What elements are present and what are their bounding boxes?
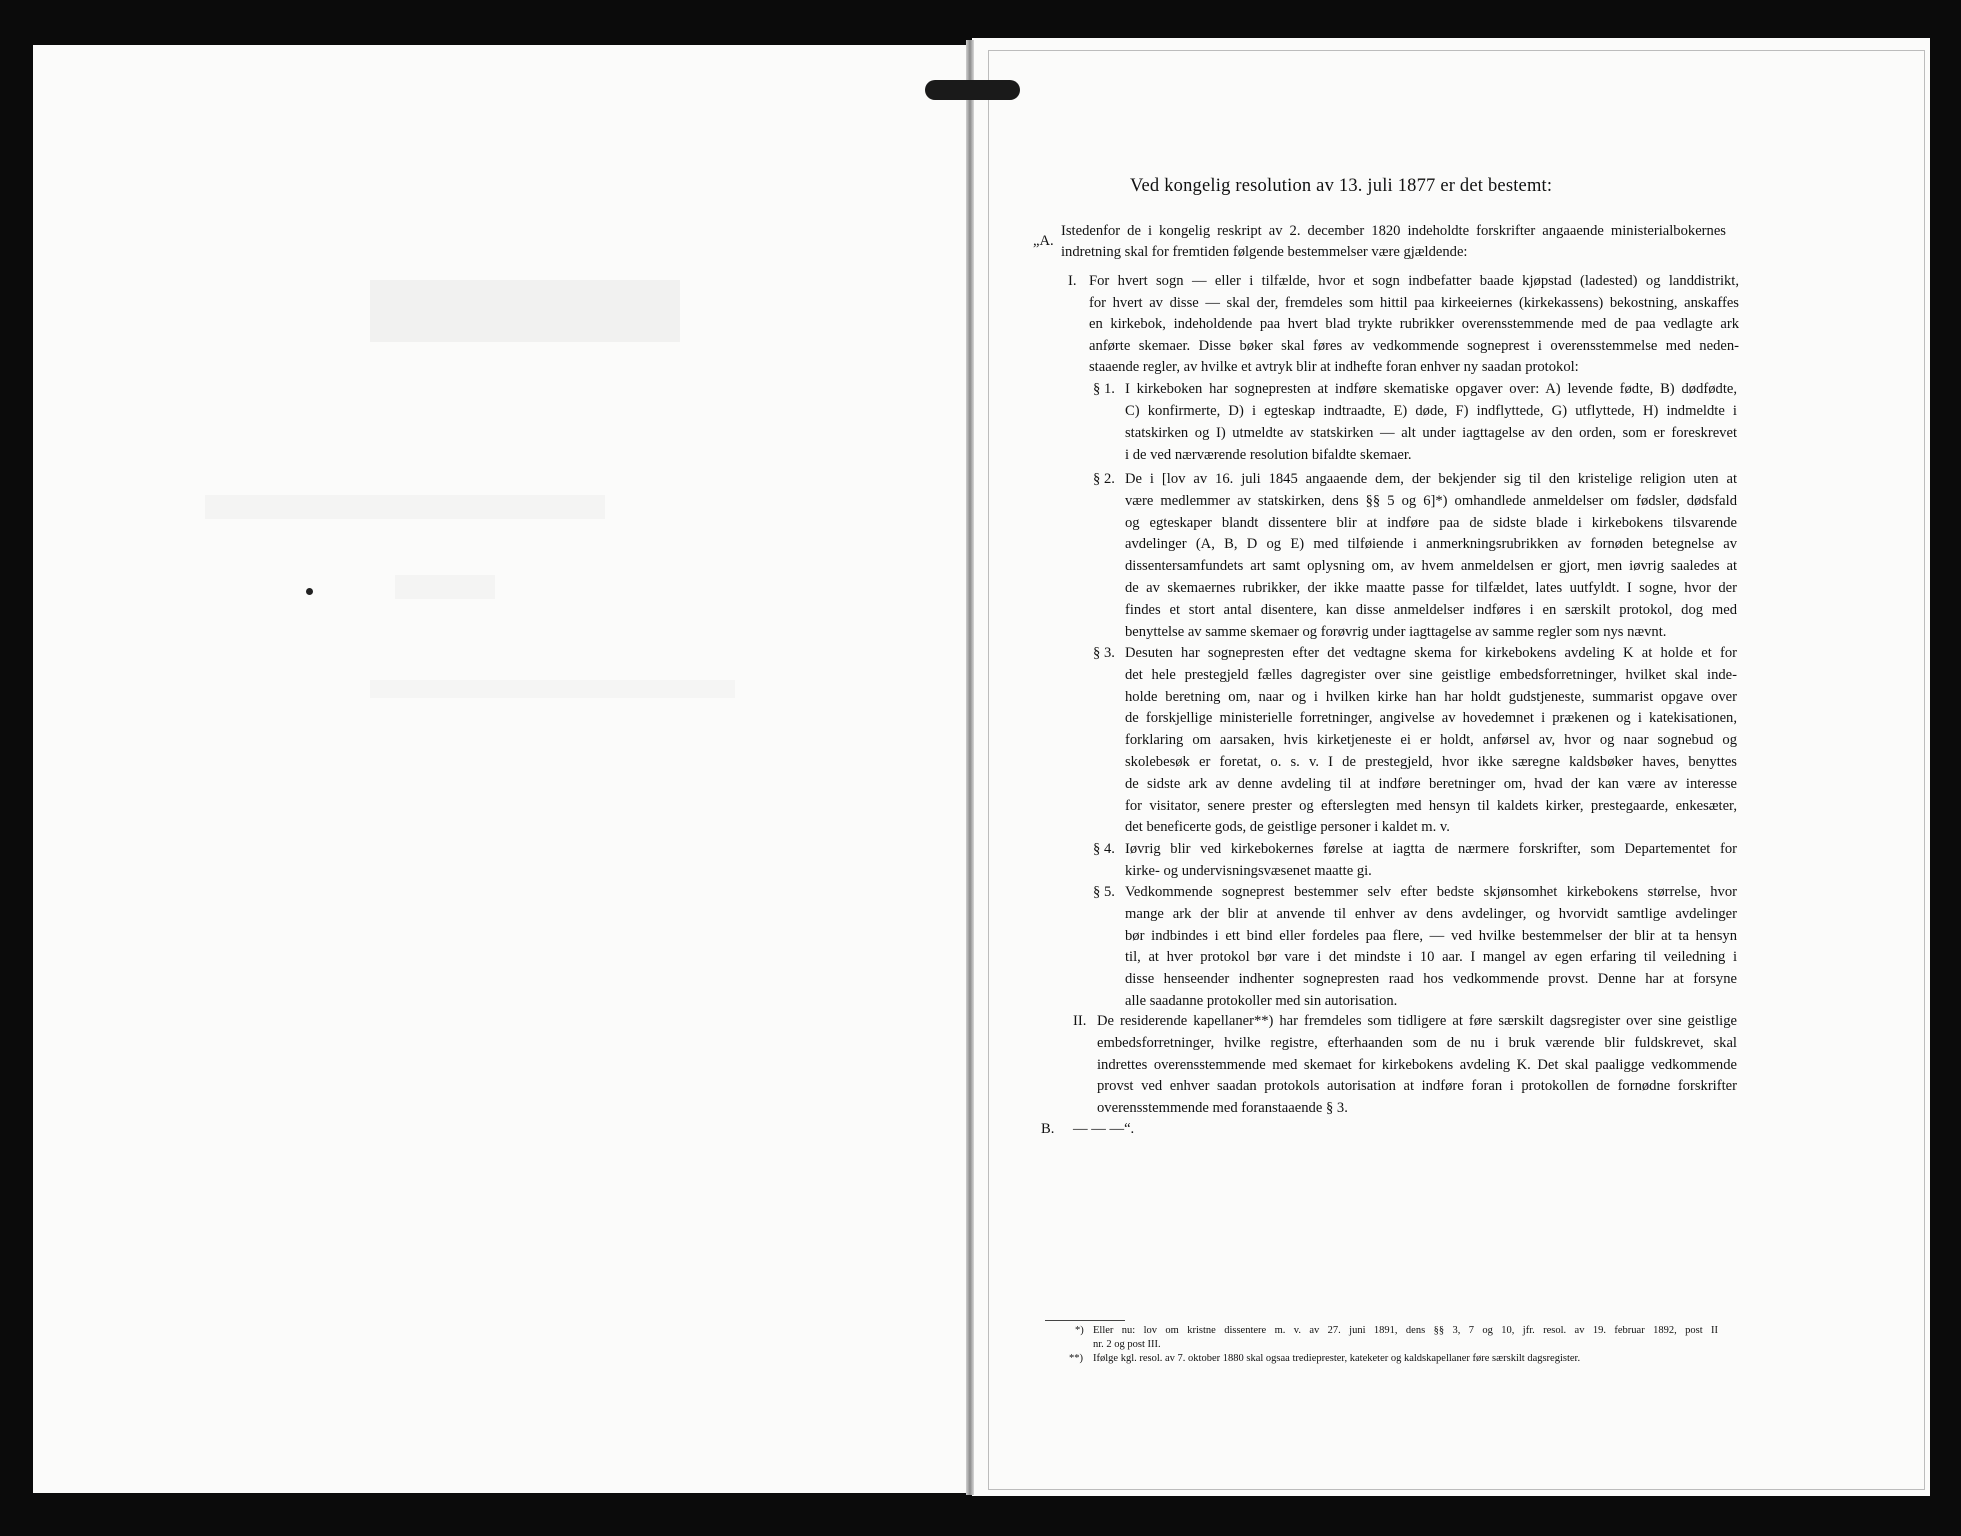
text-line: være medlemmer av statskirken, dens §§ 5 og 6]*) omhandlede anmeldelser om fødsler, dødsfald — [1125, 492, 1737, 509]
show-through-block — [395, 575, 495, 599]
paragraph-marker-4: § 4. — [1093, 841, 1115, 857]
text-line: dissentersamfundets art samt oplysning om, av hvem anmeldelsen er gjort, men iøvrig saaledes at — [1125, 558, 1737, 575]
paragraph-marker-3: § 3. — [1093, 645, 1115, 661]
text-line: embedsforretninger, hvilke registre, efterhaanden som de nu i bruk værende blir fuldskrevet, skal — [1097, 1034, 1737, 1051]
text-line: de forskjellige ministerielle forretninger, angivelse av hovedemnet i prækenen og i katekisationen, — [1125, 710, 1737, 727]
text-line: statskirken og I) utmeldte av statskirken — alt under iagttagelse av den orden, som er foreskrevet — [1125, 425, 1737, 441]
text-line: De i [lov av 16. juli 1845 angaaende dem, der bekjender sig til den kristelige religion uten at — [1125, 471, 1737, 487]
text-line: indretning skal for fremtiden følgende bestemmelser være gjældende: — [1061, 243, 1468, 260]
text-line: anførte skemaer. Disse bøker skal føres av vedkommende sogneprest i overensstemmelse med neden- — [1089, 337, 1739, 354]
text-line: holde beretning om, naar og i hvilken kirke han har holdt gudstjeneste, summarist opgave over — [1125, 688, 1737, 705]
text-line: alle saadanne protokoller med sin autorisation. — [1125, 993, 1398, 1009]
text-line: C) konfirmerte, D) i egteskap indtraadte, E) døde, F) indflyttede, G) utflyttede, H) indmeldte i — [1125, 403, 1737, 419]
paragraph-marker-5: § 5. — [1093, 884, 1115, 900]
text-line: avdelinger (A, B, D og E) med tilføiende i anmerkningsrubrikken av fornøden betegnelse av — [1125, 536, 1737, 553]
page-heading: Ved kongelig resolution av 13. juli 1877 er det bestemt: — [1130, 176, 1553, 196]
text-line: findes et stort antal disentere, kan disse anmeldelser indføres i en særskilt protokol, dog med — [1125, 601, 1737, 618]
text-line: Vedkommende sogneprest bestemmer selv efter bedste skjønsomhet kirkebokens størrelse, hvor — [1125, 884, 1737, 900]
section-marker-ii: II. — [1073, 1013, 1087, 1029]
footnote-2-marker: **) — [1069, 1353, 1083, 1364]
text-line: skolebesøk er foretat, o. s. v. I de prestegjeld, hvor ikke særegne kaldsbøker haves, benyttes — [1125, 754, 1737, 770]
paragraph-marker-1: § 1. — [1093, 381, 1115, 397]
footnote-1-marker: *) — [1075, 1325, 1084, 1336]
text-line: til, at hver protokol bør vare i det mindste i 10 aar. I mangel av egen erfaring til veiledning i — [1125, 949, 1737, 966]
show-through-block — [370, 280, 680, 342]
text-line: indrettes overensstemmende med skemaet for kirkebokens avdeling K. Det skal paaligge vedkommende — [1097, 1056, 1737, 1073]
text-line: for hvert av disse — skal der, fremdeles som hittil paa kirkeeiernes (kirkekassens) bekostning, anskaffes — [1089, 294, 1739, 311]
paragraph-marker-2: § 2. — [1093, 471, 1115, 487]
text-line: for visitator, senere prester og efterslegten med hensyn til kaldets kirker, prestegaarde, enkesæter, — [1125, 797, 1737, 814]
footnote-rule — [1045, 1320, 1125, 1321]
left-page — [33, 45, 968, 1493]
text-line: Desuten har sognepresten efter det vedtagne skema for kirkebokens avdeling K at holde et for — [1125, 645, 1737, 661]
text-line: de av skemaernes rubrikker, der ikke maatte passe for tilfældet, lates uutfyldt. I sogne, hvor der — [1125, 580, 1737, 596]
text-line: Iøvrig blir ved kirkebokernes førelse at iagtta de nærmere forskrifter, som Departementet for — [1125, 841, 1737, 857]
text-line: det beneficerte gods, de geistlige personer i kaldet m. v. — [1125, 819, 1450, 836]
text-line: disse henseender indhenter sognepresten raad hos vedkommende provst. Denne har at forsyne — [1125, 971, 1737, 988]
text-line: I kirkeboken har sognepresten at indføre skematiske opgaver over: A) levende fødte, B) dødfødte, — [1125, 381, 1737, 397]
text-line: For hvert sogn — eller i tilfælde, hvor et sogn indbefatter baade kjøpstad (ladested) og landdistrikt, — [1089, 273, 1739, 289]
text-line: i de ved nærværende resolution bifaldte skemaer. — [1125, 447, 1412, 463]
book-spine — [966, 40, 974, 1495]
text-line: staaende regler, av hvilke et avtryk blir at indhefte foran enhver ny saadan protokol: — [1089, 359, 1579, 375]
text-line: kirke- og undervisningsvæsenet maatte gi. — [1125, 862, 1372, 879]
section-marker-b: B. — [1041, 1121, 1055, 1137]
text-line: og egteskaper blandt dissentere blir at indføre paa de sidste blade i kirkebokens tilsvarende — [1125, 514, 1737, 531]
ink-speck — [306, 588, 313, 595]
text-line: nr. 2 og post III. — [1093, 1338, 1161, 1350]
binding-mark — [925, 80, 1020, 100]
text-line: Ifølge kgl. resol. av 7. oktober 1880 skal ogsaa tredieprester, kateketer og kaldskapellaner føre særskilt dagsregister. — [1093, 1353, 1581, 1364]
text-line: mange ark der blir at anvende til enhver av dens avdelinger, og hvorvidt samtlige avdelinger — [1125, 905, 1737, 922]
section-marker-a: „A. — [1033, 233, 1054, 249]
text-line: det hele prestegjeld fælles dagregister over sine geistlige embedsforretninger, hvilket skal inde- — [1125, 666, 1737, 683]
section-marker-i: I. — [1068, 273, 1077, 289]
text-line: Istedenfor de i kongelig reskript av 2. december 1820 indeholdte forskrifter angaaende ministerialbokernes — [1061, 223, 1726, 239]
show-through-block — [205, 495, 605, 519]
text-line: De residerende kapellaner**) har fremdeles som tidligere at føre særskilt dagsregister over sine geistlige — [1097, 1013, 1737, 1029]
text-line: overensstemmende med foranstaaende § 3. — [1097, 1100, 1348, 1117]
text-line: en kirkebok, indeholdende paa hvert blad trykte rubrikker overensstemmende med de paa vedlagte ark — [1089, 316, 1739, 332]
section-b-text: — — —“. — [1073, 1121, 1135, 1137]
show-through-block — [370, 680, 735, 698]
text-line: forklaring om aarsaken, hvis kirketjeneste ei er holdt, anførsel av, hvor og naar sognebud og — [1125, 732, 1737, 749]
text-line: provst ved enhver saadan protokols autorisation at indføre foran i protokollen de fornødne forskrifter — [1097, 1078, 1737, 1095]
text-line: benyttelse av samme skemaer og forøvrig under iagttagelse av samme regler som nys nævnt. — [1125, 623, 1667, 640]
text-line: Eller nu: lov om kristne dissentere m. v. av 27. juni 1891, dens §§ 3, 7 og 10, jfr. resol. av 19. februar 1892, post II — [1093, 1325, 1718, 1336]
text-line: de sidste ark av denne avdeling til at indføre beretninger om, hvad der kan være av interesse — [1125, 775, 1737, 792]
text-line: bør indbindes i ett bind eller fordeles paa flere, — ved hvilke bestemmelser der blir at ta hensyn — [1125, 927, 1737, 944]
